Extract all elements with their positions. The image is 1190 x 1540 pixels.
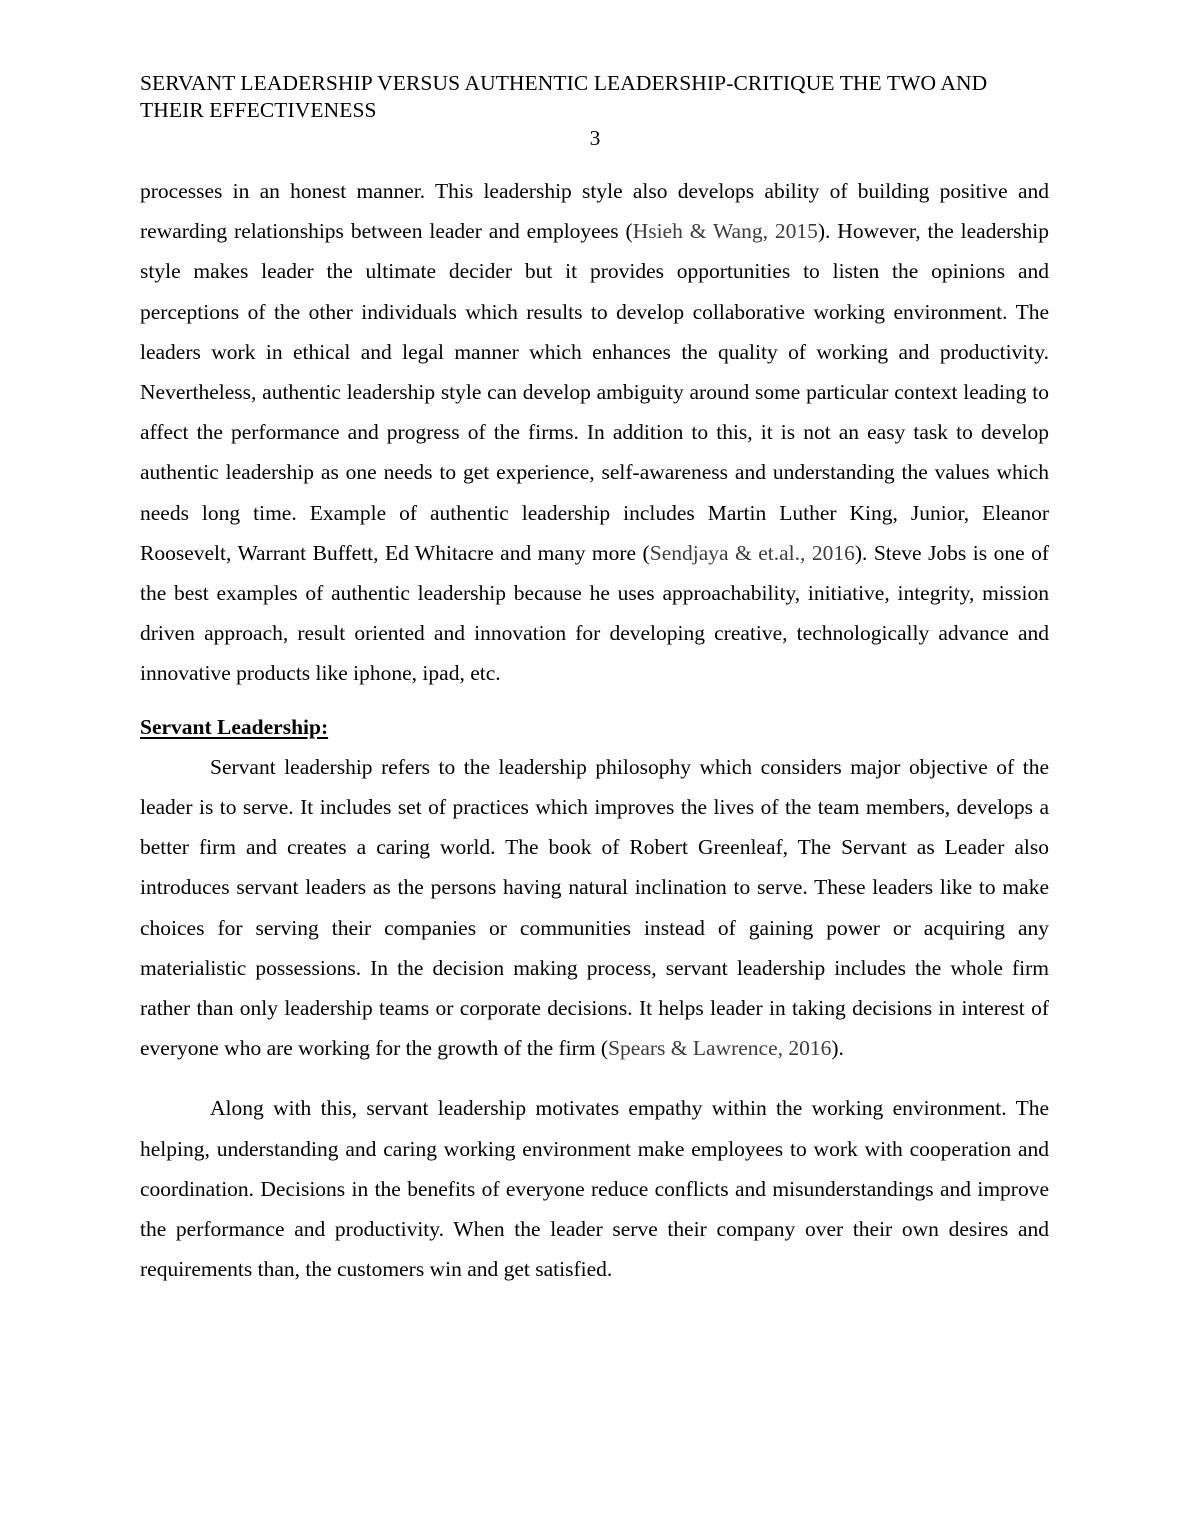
paragraph-text: processes in an honest manner. This leadership style also develops ability of building positive and rewarding relationships between leader and employees (: [140, 179, 1049, 244]
running-head: SERVANT LEADERSHIP VERSUS AUTHENTIC LEADERSHIP-CRITIQUE THE TWO AND THEIR EFFECTIVENESS: [140, 71, 988, 122]
paragraph-text: ).: [831, 1036, 844, 1061]
paragraph-authentic-leadership-continued: [140, 171, 1049, 694]
paragraph-servant-leadership-definition: [140, 747, 1049, 1069]
page-number: 3: [589, 126, 601, 150]
citation: Spears & Lawrence, 2016: [608, 1036, 832, 1061]
paragraph-text: ). Steve Jobs is one of the best examples of authentic leadership because he uses approachability, initiative, integrity, mission driven approach, result oriented and innovation for developing creative, technologically advance and innovative products like iphone, ipad, etc.: [140, 540, 1049, 686]
paragraph-spacer: [140, 1068, 1049, 1088]
body-text: [140, 171, 1049, 1289]
citation: Sendjaya & et.al., 2016: [649, 540, 855, 565]
section-heading-servant-leadership: Servant Leadership:: [140, 714, 329, 739]
paragraph-text: ). However, the leadership style makes leader the ultimate decider but it provides opportunities to listen the opinions and perceptions of the other individuals which results to develop collaborative working environment. The leaders work in ethical and legal manner which enhances the quality of working and productivity. Nevertheless, authentic leadership style can develop ambiguity around some particular context leading to affect the performance and progress of the firms. In addition to this, it is not an easy task to develop authentic leadership as one needs to get experience, self-awareness and understanding the values which needs long time. Example of authentic leadership includes Martin Luther King, Junior, Eleanor Roosevelt, Warrant Buffett, Ed Whitacre and many more (: [140, 219, 1050, 565]
paragraph-servant-leadership-empathy: [140, 1088, 1049, 1289]
paragraph-text: Along with this, servant leadership motivates empathy within the working environment. The helping, understanding and caring working environment make employees to work with cooperation and coordination. Decisions in the benefits of everyone reduce conflicts and misunderstandings and improve the performance and productivity. When the leader serve their company over their own desires and requirements than, the customers win and get satisfied.: [140, 1096, 1049, 1282]
citation: Hsieh & Wang, 2015: [632, 219, 818, 244]
paragraph-text: Servant leadership refers to the leadership philosophy which considers major objective of the leader is to serve. It includes set of practices which improves the lives of the team members, develops a better firm and creates a caring world. The book of Robert Greenleaf, The Servant as Leader also introduces servant leaders as the persons having natural inclination to serve. These leaders like to make choices for serving their companies or communities instead of gaining power or acquiring any materialistic possessions. In the decision making process, servant leadership includes the whole firm rather than only leadership teams or corporate decisions. It helps leader in taking decisions in interest of everyone who are working for the growth of the firm (: [140, 754, 1049, 1061]
